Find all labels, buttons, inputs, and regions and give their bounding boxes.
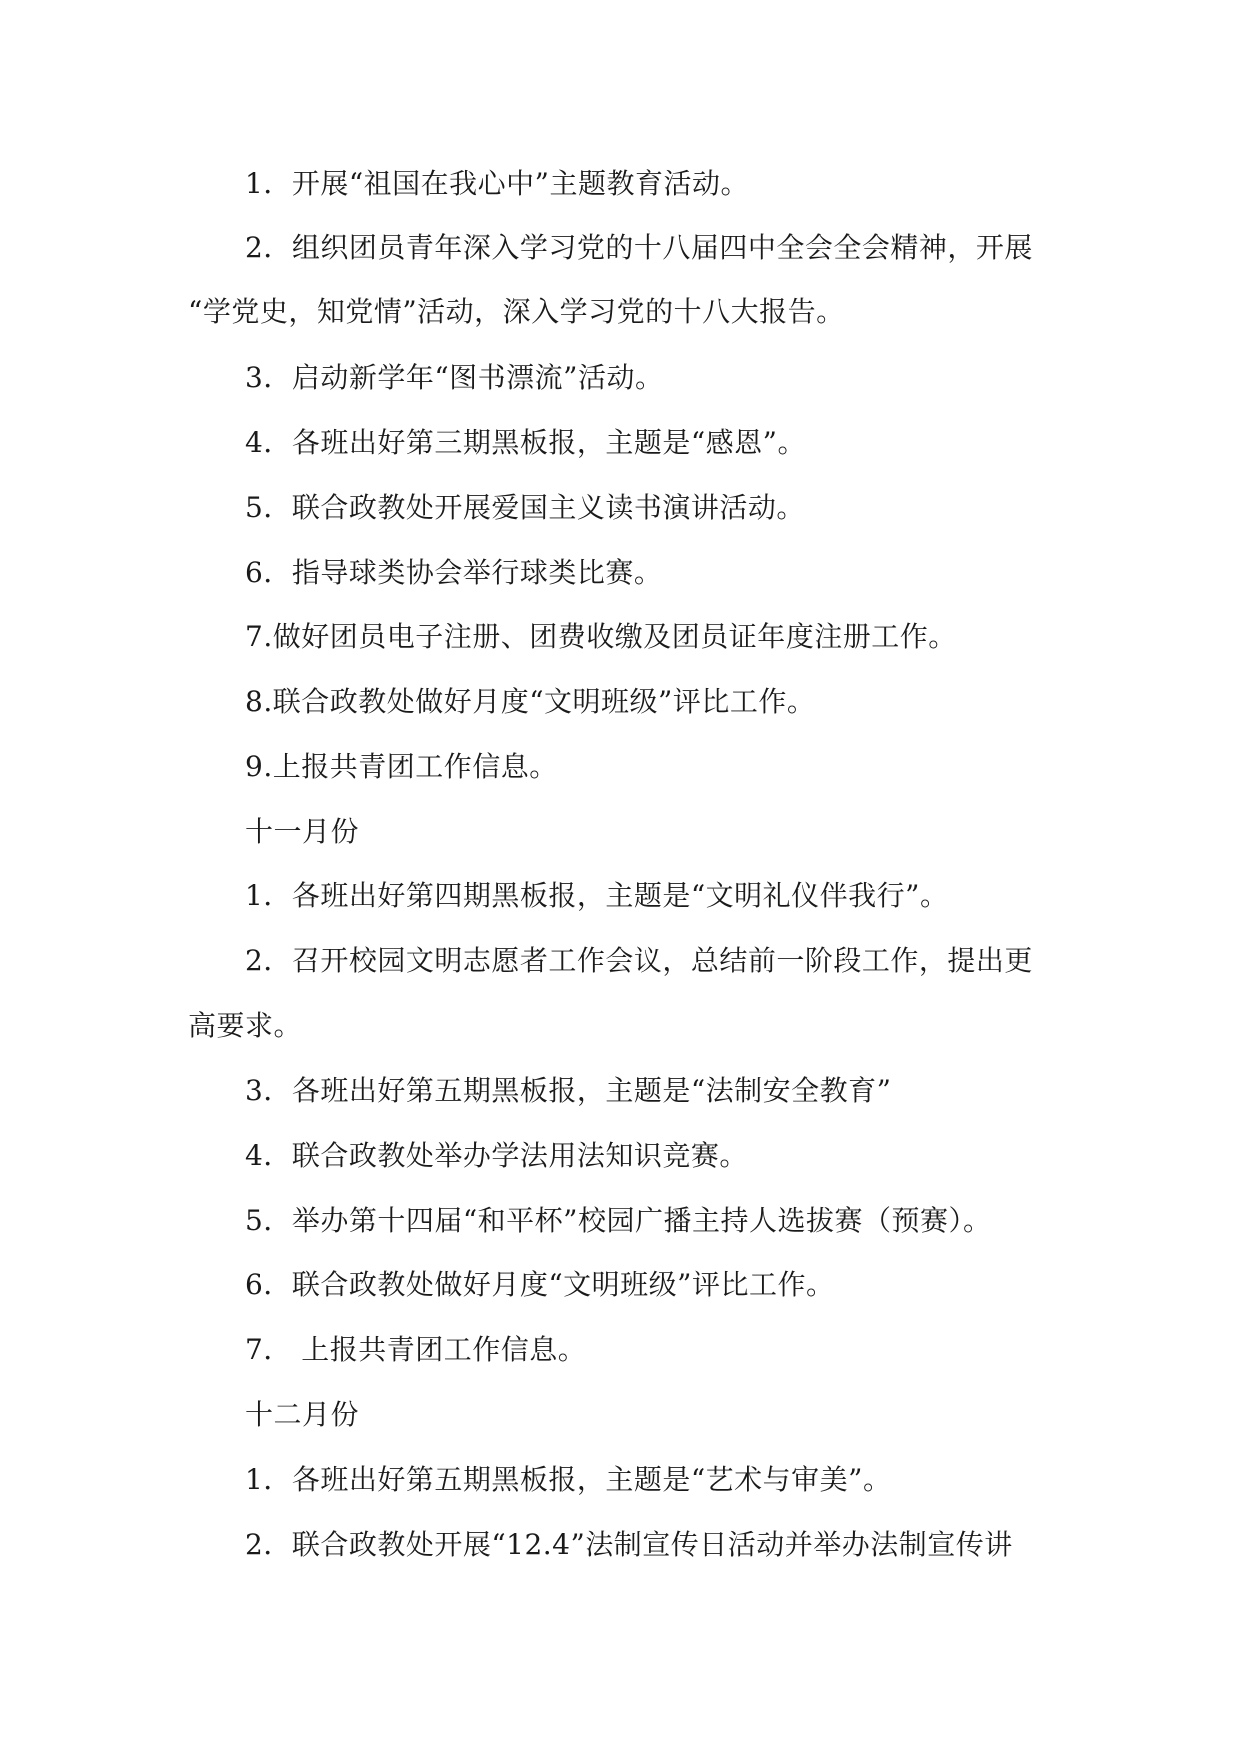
paragraph-line: 2．召开校园文明志愿者工作会议，总结前一阶段工作，提出更 <box>245 944 1033 977</box>
paragraph-line: 3．启动新学年“图书漂流”活动。 <box>245 361 664 394</box>
section-heading: 十一月份 <box>245 815 360 848</box>
paragraph-line: 4．联合政教处举办学法用法知识竞赛。 <box>245 1139 748 1172</box>
paragraph-line: 7.做好团员电子注册、团费收缴及团员证年度注册工作。 <box>245 620 957 653</box>
paragraph-line: 3．各班出好第五期黑板报，主题是“法制安全教育” <box>245 1074 892 1107</box>
paragraph-line: 2．组织团员青年深入学习党的十八届四中全会全会精神，开展 <box>245 231 1033 264</box>
paragraph-line-continuation: “学党史，知党情”活动，深入学习党的十八大报告。 <box>188 295 845 328</box>
paragraph-line: 6．指导球类协会举行球类比赛。 <box>245 556 663 589</box>
paragraph-line-continuation: 高要求。 <box>188 1009 303 1042</box>
paragraph-line: 4．各班出好第三期黑板报，主题是“感恩”。 <box>245 426 806 459</box>
paragraph-line: 7． 上报共青团工作信息。 <box>245 1333 587 1366</box>
paragraph-line: 5．联合政教处开展爱国主义读书演讲活动。 <box>245 491 805 524</box>
paragraph-line: 1．各班出好第四期黑板报，主题是“文明礼仪伴我行”。 <box>245 879 949 912</box>
paragraph-line: 5．举办第十四届“和平杯”校园广播主持人选拔赛（预赛）。 <box>245 1204 992 1237</box>
paragraph-line: 8.联合政教处做好月度“文明班级”评比工作。 <box>245 685 816 718</box>
paragraph-line: 1．各班出好第五期黑板报，主题是“艺术与审美”。 <box>245 1463 892 1496</box>
section-heading: 十二月份 <box>245 1398 360 1431</box>
paragraph-line: 6．联合政教处做好月度“文明班级”评比工作。 <box>245 1268 835 1301</box>
paragraph-line: 1．开展“祖国在我心中”主题教育活动。 <box>245 167 749 200</box>
paragraph-line: 9.上报共青团工作信息。 <box>245 750 558 783</box>
paragraph-line: 2．联合政教处开展“12.4”法制宣传日活动并举办法制宣传讲 <box>245 1528 1013 1561</box>
